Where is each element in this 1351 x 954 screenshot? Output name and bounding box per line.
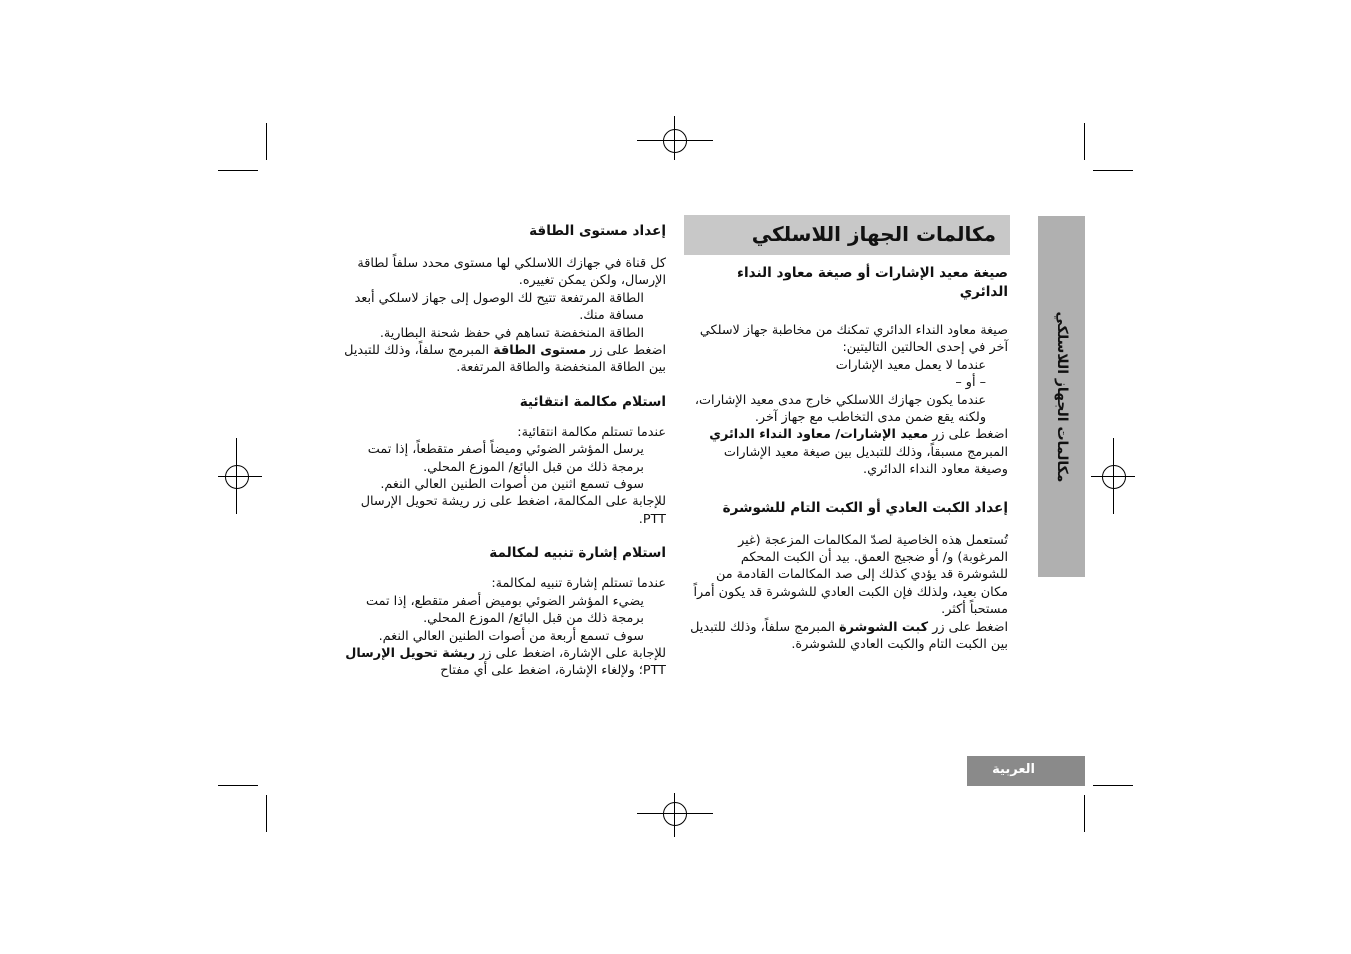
press-text: المبرمج مسبقاً، وذلك للتبديل بين صيغة معيد الإشارات وصيغة معاود النداء الدائري. (723, 444, 1008, 478)
press-text: اضغط على زر (590, 343, 666, 359)
section-heading: استلام إشارة تنبيه لمكالمة (489, 545, 666, 562)
press-instruction (344, 645, 666, 680)
bullet-item: الطاقة المنخفضة تساهم في حفظ شحنة البطارية. (379, 325, 644, 341)
crop-mark (218, 785, 258, 786)
section-heading: استلام مكالمة انتقائية (519, 393, 666, 410)
button-name: كبت الشوشرة (839, 619, 929, 635)
language-tab (967, 756, 1085, 786)
press-text: اضغط على زر (932, 619, 1008, 635)
button-name: ريشة تحويل الإرسال (345, 645, 476, 661)
paragraph: تُستعمل هذه الخاصية لصدّ المكالمات المزعجة (غير المرغوبة) و/ أو ضجيج العمق. بيد أن الكبت المحكم للشوشرة قد يؤدي كذلك إلى صد المكالمات القادمة من مكان بعيد، ولذلك فإن الكبت العادي للشوشرة قد يكون أمراً مستحباً أكثر. (693, 532, 1008, 618)
paragraph: للإجابة على المكالمة، اضغط على زر ريشة تحويل الإرسال PTT. (360, 494, 666, 527)
press-text: PTT؛ ولإلغاء الإشارة، اضغط على أي مفتاح (440, 663, 666, 679)
crop-mark (1093, 170, 1133, 171)
bullet-item: الطاقة المرتفعة تتيح لك الوصول إلى جهاز لاسلكي أبعد مسافة منك. (354, 290, 644, 324)
crop-mark (1084, 123, 1085, 160)
paragraph: عندما تستلم إشارة تنبيه لمكالمة: (491, 576, 666, 592)
press-text: المبرمج سلفاً، وذلك للتبديل بين الكبت التام والكبت العادي للشوشرة. (690, 619, 1008, 653)
press-text: اضغط على زر (932, 427, 1008, 443)
bullet-item: عندما لا يعمل معيد الإشارات (835, 357, 986, 373)
button-name: معيد الإشارات/ معاود النداء الدائري (709, 427, 929, 443)
press-text: للإجابة على الإشارة، اضغط على زر (479, 645, 666, 661)
press-instruction (344, 342, 666, 377)
left-column (344, 222, 666, 680)
paragraph: عندما تستلم مكالمة انتقائية: (517, 424, 666, 440)
section-heading: صيغة معيد الإشارات أو صيغة معاود النداء الدائري (737, 265, 1008, 300)
press-instruction (688, 619, 1008, 654)
bullet-item: يضيء المؤشر الضوئي بوميض أصفر متقطع، إذا تمت برمجة ذلك من قبل البائع/ الموزع المحلي. (366, 593, 644, 627)
crop-mark (1084, 795, 1085, 832)
side-tab (1038, 216, 1085, 577)
press-instruction (688, 426, 1008, 478)
crop-mark (1093, 785, 1133, 786)
crop-mark (266, 123, 267, 160)
paragraph: كل قناة في جهازك اللاسلكي لها مستوى محدد سلفاً لطاقة الإرسال، ولكن يمكن تغييره. (357, 256, 666, 289)
section-heading: إعداد مستوى الطاقة (529, 223, 666, 239)
bullet-item: عندما يكون جهازك اللاسلكي خارج مدى معيد الإشارات، ولكنه يقع ضمن مدى التخاطب مع جهاز آخر. (694, 392, 986, 426)
crop-mark (266, 795, 267, 832)
press-text: المبرمج سلفاً، وذلك للتبديل بين الطاقة المنخفضة والطاقة المرتفعة. (344, 343, 666, 376)
crop-mark (218, 170, 258, 171)
right-column (688, 264, 1008, 654)
button-name: مستوى الطاقة (493, 343, 587, 359)
page-title: مكالمات الجهاز اللاسلكي (751, 222, 996, 246)
side-tab-label: مكالمات الجهاز اللاسلكي (1053, 311, 1070, 482)
page-title-bar (684, 215, 1010, 255)
section-heading: إعداد الكبت العادي أو الكبت التام للشوشرة (722, 499, 1008, 516)
bullet-item: سوف تسمع أربعة من أصوات الطنين العالي النغم. (378, 628, 644, 644)
or-separator: – أو – (955, 375, 986, 391)
bullet-item: يرسل المؤشر الضوئي وميضاً أصفر متقطعاً، إذا تمت برمجة ذلك من قبل البائع/ الموزع المحلي. (367, 442, 644, 475)
language-tab-label: العربية (992, 762, 1035, 777)
bullet-item: سوف تسمع اثنين من أصوات الطنين العالي النغم. (380, 477, 644, 493)
paragraph: صيغة معاود النداء الدائري تمكنك من مخاطبة جهاز لاسلكي آخر في إحدى الحالتين التاليتين: (699, 323, 1008, 356)
